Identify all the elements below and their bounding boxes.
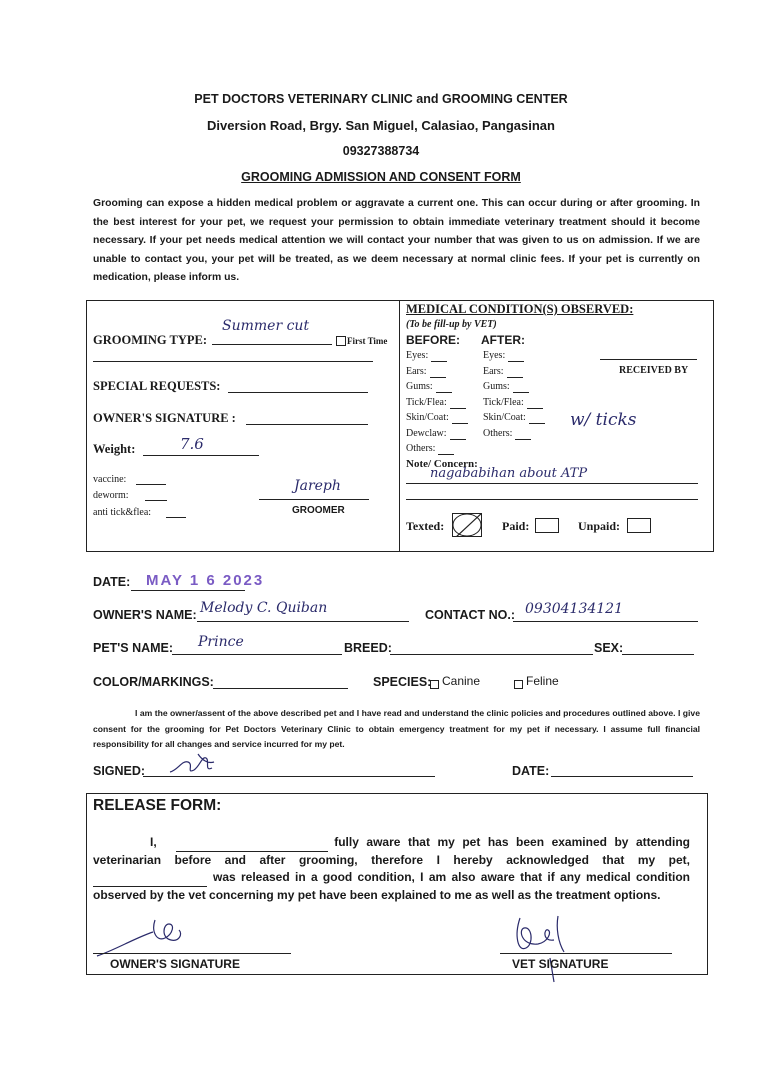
paid-label: Paid: bbox=[502, 519, 530, 533]
consent-paragraph: I am the owner/assent of the above described pet and I have read and understand the clinic policies and procedures outlined above. I give consent for the grooming for Pet Doctors Veterinary Clinic to obtain emergency treatment for my pet if necessary. I assume full financial responsibility for all changes and service incurred for my pet. bbox=[93, 708, 700, 749]
grooming-type-line[interactable] bbox=[212, 344, 332, 345]
groomer-line[interactable] bbox=[259, 499, 369, 500]
unpaid-label: Unpaid: bbox=[578, 519, 621, 533]
before-item-label: Dewclaw: bbox=[406, 427, 447, 439]
release-right-border bbox=[707, 793, 708, 975]
vet-signature-scribble-icon bbox=[508, 912, 578, 984]
contact-label: CONTACT NO.: bbox=[425, 608, 516, 622]
before-item-label: Ears: bbox=[406, 365, 427, 377]
before-item-blank[interactable] bbox=[431, 350, 447, 362]
before-item bbox=[406, 443, 454, 455]
date2-line[interactable] bbox=[551, 776, 693, 777]
after-item-label: Ears: bbox=[483, 365, 504, 377]
special-requests-line[interactable] bbox=[228, 392, 368, 393]
release-bottom-border bbox=[86, 974, 708, 975]
pet-name-line[interactable] bbox=[172, 654, 342, 655]
release-owner-blank[interactable] bbox=[176, 834, 328, 852]
release-i: I, bbox=[150, 835, 157, 849]
feline-label: Feline bbox=[526, 674, 559, 688]
first-time-label: First Time bbox=[347, 336, 388, 346]
release-owner-sig-label: OWNER'S SIGNATURE bbox=[110, 957, 240, 971]
owner-name-label: OWNER'S NAME: bbox=[93, 608, 197, 622]
clinic-name: PET DOCTORS VETERINARY CLINIC and GROOMING CENTER bbox=[194, 92, 568, 106]
breed-label: BREED: bbox=[344, 641, 392, 655]
release-top-border bbox=[86, 793, 708, 794]
release-owner-scribble-icon bbox=[95, 912, 185, 962]
grooming-type-label: GROOMING TYPE: bbox=[93, 333, 208, 347]
owner-signature-label: OWNER'S SIGNATURE : bbox=[93, 411, 236, 425]
texted-checkbox[interactable] bbox=[452, 513, 482, 537]
before-item-blank[interactable] bbox=[438, 443, 454, 455]
before-item bbox=[406, 366, 446, 378]
date-stamp: MAY 1 6 2023 bbox=[146, 572, 265, 589]
special-requests-label: SPECIAL REQUESTS: bbox=[93, 379, 221, 393]
received-by-label: RECEIVED BY bbox=[619, 365, 689, 376]
after-item-label: Others: bbox=[483, 427, 513, 439]
form-title: GROOMING ADMISSION AND CONSENT FORM bbox=[241, 170, 521, 184]
skin-note: w/ ticks bbox=[570, 410, 637, 430]
before-item bbox=[406, 381, 452, 393]
note-line-1[interactable] bbox=[406, 483, 698, 484]
after-item bbox=[483, 381, 529, 393]
after-item-blank[interactable] bbox=[529, 412, 545, 424]
medical-subtitle: (To be fill-up by VET) bbox=[406, 319, 497, 330]
after-item-blank[interactable] bbox=[515, 428, 531, 440]
before-item bbox=[406, 350, 447, 362]
clinic-phone: 09327388734 bbox=[342, 144, 420, 158]
after-label: AFTER: bbox=[481, 333, 525, 347]
grooming-type-line-2[interactable] bbox=[93, 361, 373, 362]
box-divider bbox=[399, 300, 400, 551]
canine-label: Canine bbox=[442, 674, 481, 688]
intro-paragraph: Grooming can expose a hidden medical problem or aggravate a current one. This can occur during or after grooming. In the best interest for your pet, we request your permission to obtain immediate veterinary treatment should it become necessary. If your pet needs medical attention we will contact your number that was given to us on admission. If we are unable to contact you, your pet will be treated, as we deem necessary at normal clinic fees. If your pet is currently on medication, please inform us. bbox=[93, 198, 700, 284]
after-item-label: Tick/Flea: bbox=[483, 396, 524, 408]
received-by-line[interactable] bbox=[600, 359, 697, 360]
grooming-type-value: Summer cut bbox=[222, 318, 310, 334]
after-item-blank[interactable] bbox=[508, 350, 524, 362]
weight-label: Weight: bbox=[93, 442, 136, 456]
after-item bbox=[483, 412, 545, 424]
release-left-border bbox=[86, 793, 87, 975]
date-line[interactable] bbox=[131, 590, 245, 591]
antitick-line[interactable] bbox=[166, 517, 186, 518]
release-title: RELEASE FORM: bbox=[93, 797, 222, 814]
after-item-blank[interactable] bbox=[507, 366, 523, 378]
clinic-address: Diversion Road, Brgy. San Miguel, Calasiao, Pangasinan bbox=[207, 118, 555, 133]
weight-value: 7.6 bbox=[180, 435, 204, 453]
deworm-line[interactable] bbox=[145, 500, 167, 501]
before-item bbox=[406, 412, 468, 424]
vaccine-label: vaccine: bbox=[93, 474, 127, 485]
antitick-label: anti tick&flea: bbox=[93, 507, 152, 518]
before-item-blank[interactable] bbox=[452, 412, 468, 424]
before-item-label: Tick/Flea: bbox=[406, 396, 447, 408]
owner-signature-scribble-icon bbox=[168, 750, 218, 780]
contact-value: 09304134121 bbox=[525, 601, 623, 617]
feline-checkbox[interactable] bbox=[514, 680, 523, 689]
pet-name-label: PET'S NAME: bbox=[93, 641, 174, 655]
after-item bbox=[483, 397, 543, 409]
signed-label: SIGNED: bbox=[93, 764, 146, 778]
note-line-2[interactable] bbox=[406, 499, 698, 500]
deworm-label: deworm: bbox=[93, 490, 129, 501]
color-markings-line[interactable] bbox=[213, 688, 348, 689]
before-item-blank[interactable] bbox=[436, 381, 452, 393]
sex-label: SEX: bbox=[594, 641, 624, 655]
release-paragraph bbox=[93, 834, 690, 904]
note-label: Note/ Concern: bbox=[406, 458, 478, 470]
before-item-blank[interactable] bbox=[430, 366, 446, 378]
before-item-label: Eyes: bbox=[406, 350, 429, 361]
after-item bbox=[483, 350, 524, 362]
after-item-label: Skin/Coat: bbox=[483, 412, 526, 423]
vaccine-line[interactable] bbox=[136, 484, 166, 485]
texted-checkmark-icon bbox=[453, 514, 481, 536]
unpaid-checkbox[interactable] bbox=[627, 518, 651, 533]
release-owner-line[interactable] bbox=[93, 953, 291, 954]
after-item-blank[interactable] bbox=[527, 397, 543, 409]
groomer-signature: Jareph bbox=[294, 478, 341, 494]
before-label: BEFORE: bbox=[406, 333, 460, 347]
medical-title: MEDICAL CONDITION(S) OBSERVED: bbox=[406, 302, 634, 316]
before-item bbox=[406, 397, 466, 409]
vet-sig-label: VET SIGNATURE bbox=[512, 957, 609, 971]
before-item-label: Gums: bbox=[406, 381, 433, 392]
before-item-blank[interactable] bbox=[450, 428, 466, 440]
contact-line[interactable] bbox=[513, 621, 698, 622]
date2-label: DATE: bbox=[512, 764, 550, 778]
after-item-label: Eyes: bbox=[483, 350, 506, 361]
date-label: DATE: bbox=[93, 575, 131, 589]
groomer-label: GROOMER bbox=[292, 505, 345, 516]
after-item-label: Gums: bbox=[483, 381, 510, 392]
canine-checkbox[interactable] bbox=[430, 680, 439, 689]
first-time-checkbox[interactable] bbox=[336, 336, 346, 346]
breed-line[interactable] bbox=[390, 654, 593, 655]
release-text-1: fully aware that my pet has been examined by attending veterinarian before and after grooming, therefore I hereby acknowledged that my pet, bbox=[93, 835, 690, 867]
after-item bbox=[483, 428, 531, 440]
release-text-2: was released in a good condition, I am also aware that if any medical condition observed by the vet concerning my pet have been explained to me as well as the treatment options. bbox=[93, 870, 690, 902]
before-item bbox=[406, 428, 466, 440]
owner-name-line[interactable] bbox=[197, 621, 409, 622]
before-item-label: Others: bbox=[406, 443, 436, 454]
pet-name-value: Prince bbox=[198, 634, 244, 650]
note-value: nagababihan about ATP bbox=[430, 466, 588, 481]
owner-name-value: Melody C. Quiban bbox=[200, 600, 328, 616]
after-item bbox=[483, 366, 523, 378]
weight-line[interactable] bbox=[143, 455, 259, 456]
color-markings-label: COLOR/MARKINGS: bbox=[93, 675, 214, 689]
species-label: SPECIES: bbox=[373, 675, 432, 689]
paid-checkbox[interactable] bbox=[535, 518, 559, 533]
before-item-blank[interactable] bbox=[450, 397, 466, 409]
sex-line[interactable] bbox=[622, 654, 694, 655]
before-item-label: Skin/Coat: bbox=[406, 412, 449, 423]
after-item-blank[interactable] bbox=[513, 381, 529, 393]
texted-label: Texted: bbox=[406, 519, 445, 533]
vet-sig-line[interactable] bbox=[500, 953, 672, 954]
owner-signature-line[interactable] bbox=[246, 424, 368, 425]
release-pet-blank[interactable] bbox=[93, 869, 207, 887]
